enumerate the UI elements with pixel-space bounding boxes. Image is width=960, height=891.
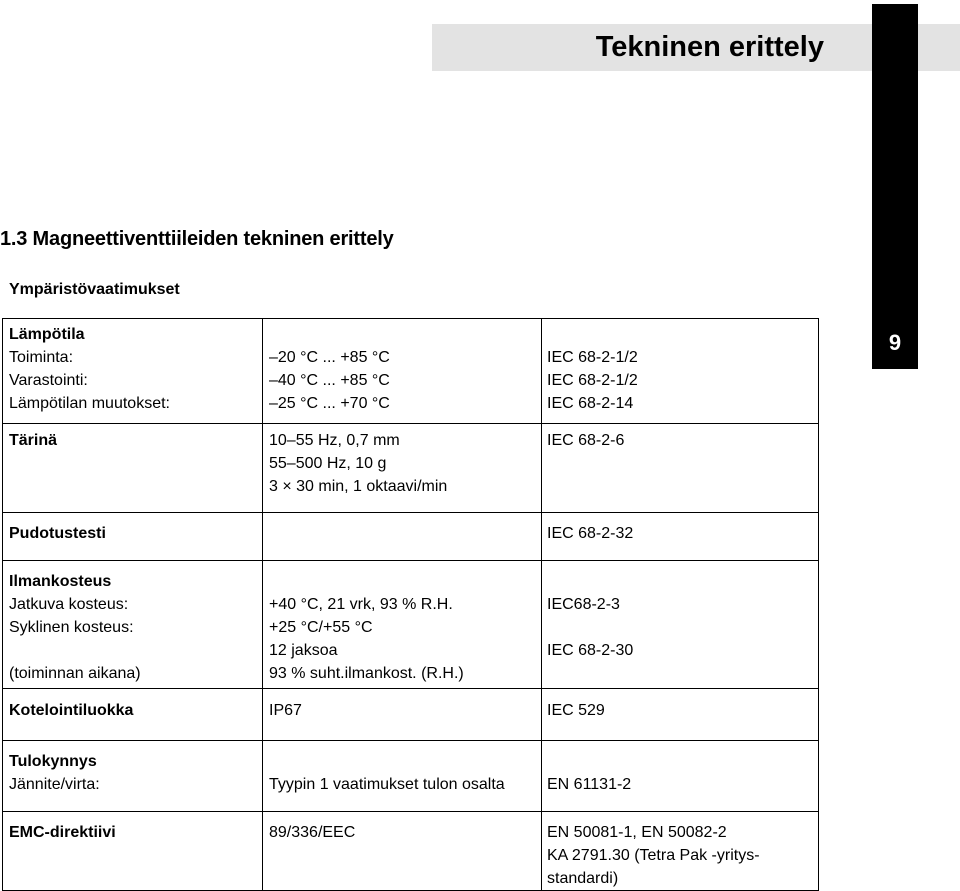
- emc-label-cell: [3, 812, 263, 891]
- enclosure-value-cell: [263, 689, 542, 741]
- row-value: 3 × 30 min, 1 oktaavi/min: [269, 478, 448, 495]
- row-standard: IEC 68-2-32: [547, 525, 634, 542]
- section-title: 1.3 Magneettiventtiileiden tekninen erittely: [0, 228, 394, 250]
- drop-test-label-cell: [3, 513, 263, 561]
- row-standard: IEC 68-2-6: [547, 432, 625, 449]
- vibration-standard-cell: [542, 424, 819, 513]
- enclosure-label-cell: [3, 689, 263, 741]
- humidity-label-cell: [3, 561, 263, 689]
- temperature-standard-cell: [542, 319, 819, 424]
- row-label: Varastointi:: [9, 372, 88, 389]
- table-row-temperature: [3, 319, 819, 424]
- row-standard: IEC 68-2-30: [547, 642, 634, 659]
- row-standard: IEC 68-2-1/2: [547, 372, 638, 389]
- power-standard-cell: [542, 741, 819, 812]
- drop-test-value-cell: [263, 513, 542, 561]
- chapter-tab: [872, 4, 918, 369]
- row-standard: IEC 529: [547, 702, 605, 719]
- emc-standard-cell: [542, 812, 819, 891]
- row-standard: [547, 616, 818, 639]
- spec-table: [2, 318, 819, 891]
- chapter-number: 9: [888, 330, 902, 355]
- table-row-power: [3, 741, 819, 812]
- row-label: [9, 639, 262, 662]
- row-value: –25 °C ... +70 °C: [269, 395, 390, 412]
- table-row-emc: [3, 812, 819, 891]
- row-label: (toiminnan aikana): [9, 665, 141, 682]
- row-value: –40 °C ... +85 °C: [269, 372, 390, 389]
- power-label-cell: [3, 741, 263, 812]
- row-value: 89/336/EEC: [269, 824, 356, 841]
- emc-value-cell: [263, 812, 542, 891]
- row-standard: IEC 68-2-14: [547, 395, 634, 412]
- row-standard: IEC 68-2-1/2: [547, 349, 638, 366]
- subsection-title: Ympäristövaatimukset: [9, 281, 180, 298]
- power-value-cell: [263, 741, 542, 812]
- humidity-standard-cell: [542, 561, 819, 689]
- row-standard: standardi): [547, 870, 619, 887]
- enclosure-standard-cell: [542, 689, 819, 741]
- row-standard: EN 50081-1, EN 50082-2: [547, 824, 727, 841]
- row-label: Jännite/virta:: [9, 776, 100, 793]
- humidity-value-cell: [263, 561, 542, 689]
- temperature-label-cell: [3, 319, 263, 424]
- row-standard: KA 2791.30 (Tetra Pak -yritys-: [547, 847, 760, 864]
- table-row-enclosure: [3, 689, 819, 741]
- row-heading: Lämpötila: [9, 326, 85, 343]
- row-value: +25 °C/+55 °C: [269, 619, 373, 636]
- row-label: Lämpötilan muutokset:: [9, 395, 170, 412]
- row-standard: IEC68-2-3: [547, 596, 620, 613]
- vibration-value-cell: [263, 424, 542, 513]
- row-value: 12 jaksoa: [269, 642, 338, 659]
- row-value: 55–500 Hz, 10 g: [269, 455, 387, 472]
- row-standard: EN 61131-2: [547, 776, 632, 793]
- row-heading: Tärinä: [9, 432, 58, 449]
- row-label: Syklinen kosteus:: [9, 619, 134, 636]
- row-heading: Kotelointiluokka: [9, 702, 134, 719]
- drop-test-standard-cell: [542, 513, 819, 561]
- row-heading: Tulokynnys: [9, 753, 97, 770]
- row-heading: EMC-direktiivi: [9, 824, 116, 841]
- row-heading: Pudotustesti: [9, 525, 106, 542]
- table-row-vibration: [3, 424, 819, 513]
- temperature-value-cell: [263, 319, 542, 424]
- table-row-humidity: [3, 561, 819, 689]
- row-value: 10–55 Hz, 0,7 mm: [269, 432, 400, 449]
- row-label: Toiminta:: [9, 349, 74, 366]
- row-value: –20 °C ... +85 °C: [269, 349, 390, 366]
- row-label: Jatkuva kosteus:: [9, 596, 129, 613]
- row-value: IP67: [269, 702, 302, 719]
- row-value: 93 % suht.ilmankost. (R.H.): [269, 665, 464, 682]
- vibration-label-cell: [3, 424, 263, 513]
- row-heading: Ilmankosteus: [9, 573, 112, 590]
- row-value: Tyypin 1 vaatimukset tulon osalta: [269, 776, 505, 793]
- table-row-drop-test: [3, 513, 819, 561]
- row-value: +40 °C, 21 vrk, 93 % R.H.: [269, 596, 453, 613]
- page-header-title: Tekninen erittely: [595, 31, 824, 63]
